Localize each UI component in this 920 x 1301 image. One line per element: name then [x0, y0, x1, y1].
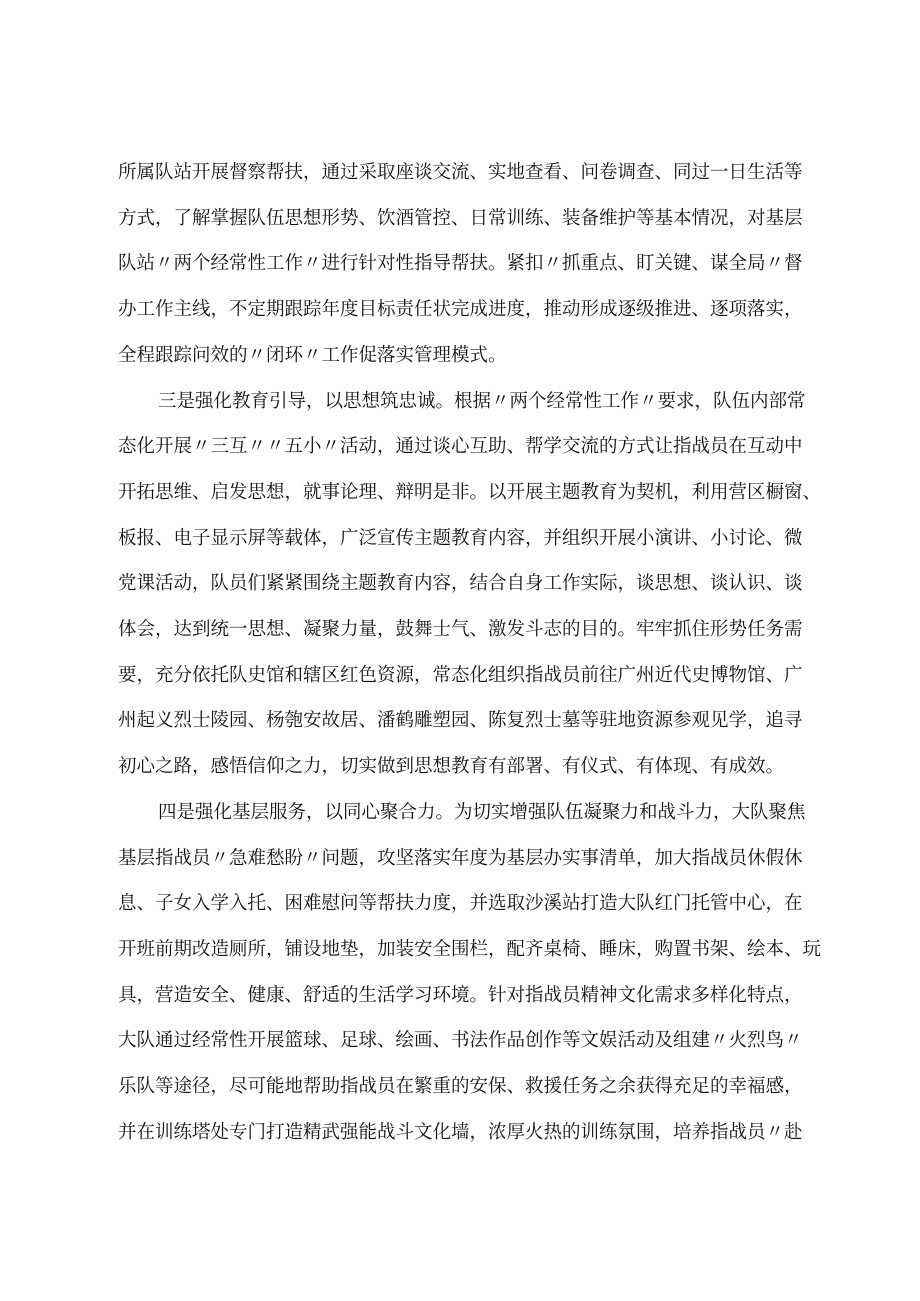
- text-line: 开拓思维、启发思想，就事论理、辩明是非。以开展主题教育为契机，利用营区橱窗、: [118, 481, 822, 503]
- text-line: 所属队站开展督察帮扶，通过采取座谈交流、实地查看、问卷调查、同过一日生活等: [118, 162, 803, 183]
- text-line: 大队通过经常性开展篮球、足球、绘画、书法作品创作等文娱活动及组建〃火烈鸟〃: [118, 1030, 803, 1052]
- body-text: [118, 150, 830, 1155]
- text-line-first: 三是强化教育引导，以思想筑忠诚。根据〃两个经常性工作〃要求，队伍内部常: [158, 390, 806, 412]
- text-line: 并在训练塔处专门打造精武强能战斗文化墙，浓厚火热的训练氛围，培养指战员〃赴: [118, 1121, 803, 1143]
- text-line: 态化开展〃三互〃〃五小〃活动，通过谈心互助、帮学交流的方式让指战员在互动中: [118, 436, 803, 458]
- paragraph-2: [118, 379, 830, 790]
- text-line: 开班前期改造厕所，铺设地垫，加装安全围栏，配齐桌椅、睡床，购置书架、绘本、玩: [118, 938, 822, 960]
- text-line: 全程跟踪问效的〃闭环〃工作促落实管理模式。: [118, 344, 507, 366]
- text-line: 党课活动，队员们紧紧围绕主题教育内容，结合自身工作实际，谈思想、谈认识、谈: [118, 573, 803, 595]
- text-line: 要，充分依托队史馆和辖区红色资源，常态化组织指战员前往广州近代史博物馆、广: [118, 664, 803, 686]
- text-line: 具，营造安全、健康、舒适的生活学习环境。针对指战员精神文化需求多样化特点，: [118, 984, 803, 1006]
- text-line: 基层指战员〃急难愁盼〃问题，攻坚落实年度为基层办实事清单，加大指战员休假休: [118, 847, 803, 869]
- text-line: 方式，了解掌握队伍思想形势、饮酒管控、日常训练、装备维护等基本情况，对基层: [118, 207, 803, 229]
- text-line: 州起义烈士陵园、杨匏安故居、潘鹤雕塑园、陈复烈士墓等驻地资源参观见学，追寻: [118, 710, 803, 732]
- text-line-first: 四是强化基层服务，以同心聚合力。为切实增强队伍凝聚力和战斗力，大队聚焦: [158, 801, 806, 823]
- paragraph-3: [118, 790, 830, 1156]
- text-line: 板报、电子显示屏等载体，广泛宣传主题教育内容，并组织开展小演讲、小讨论、微: [118, 527, 803, 549]
- text-line: 队站〃两个经常性工作〃进行针对性指导帮扶。紧扣〃抓重点、盯关键、谋全局〃督: [118, 253, 803, 275]
- text-line: 息、子女入学入托、困难慰问等帮扶力度，并选取沙溪站打造大队红门托管中心，在: [118, 893, 803, 915]
- text-line: 乐队等途径，尽可能地帮助指战员在繁重的安保、救援任务之余获得充足的幸福感，: [118, 1076, 803, 1098]
- text-line: 体会，达到统一思想、凝聚力量，鼓舞士气、激发斗志的目的。牢牢抓住形势任务需: [118, 619, 803, 641]
- text-line: 初心之路，感悟信仰之力，切实做到思想教育有部署、有仪式、有体现、有成效。: [118, 756, 785, 778]
- text-line: 办工作主线，不定期跟踪年度目标责任状完成进度，推动形成逐级推进、逐项落实，: [118, 299, 803, 321]
- paragraph-1: [118, 150, 830, 379]
